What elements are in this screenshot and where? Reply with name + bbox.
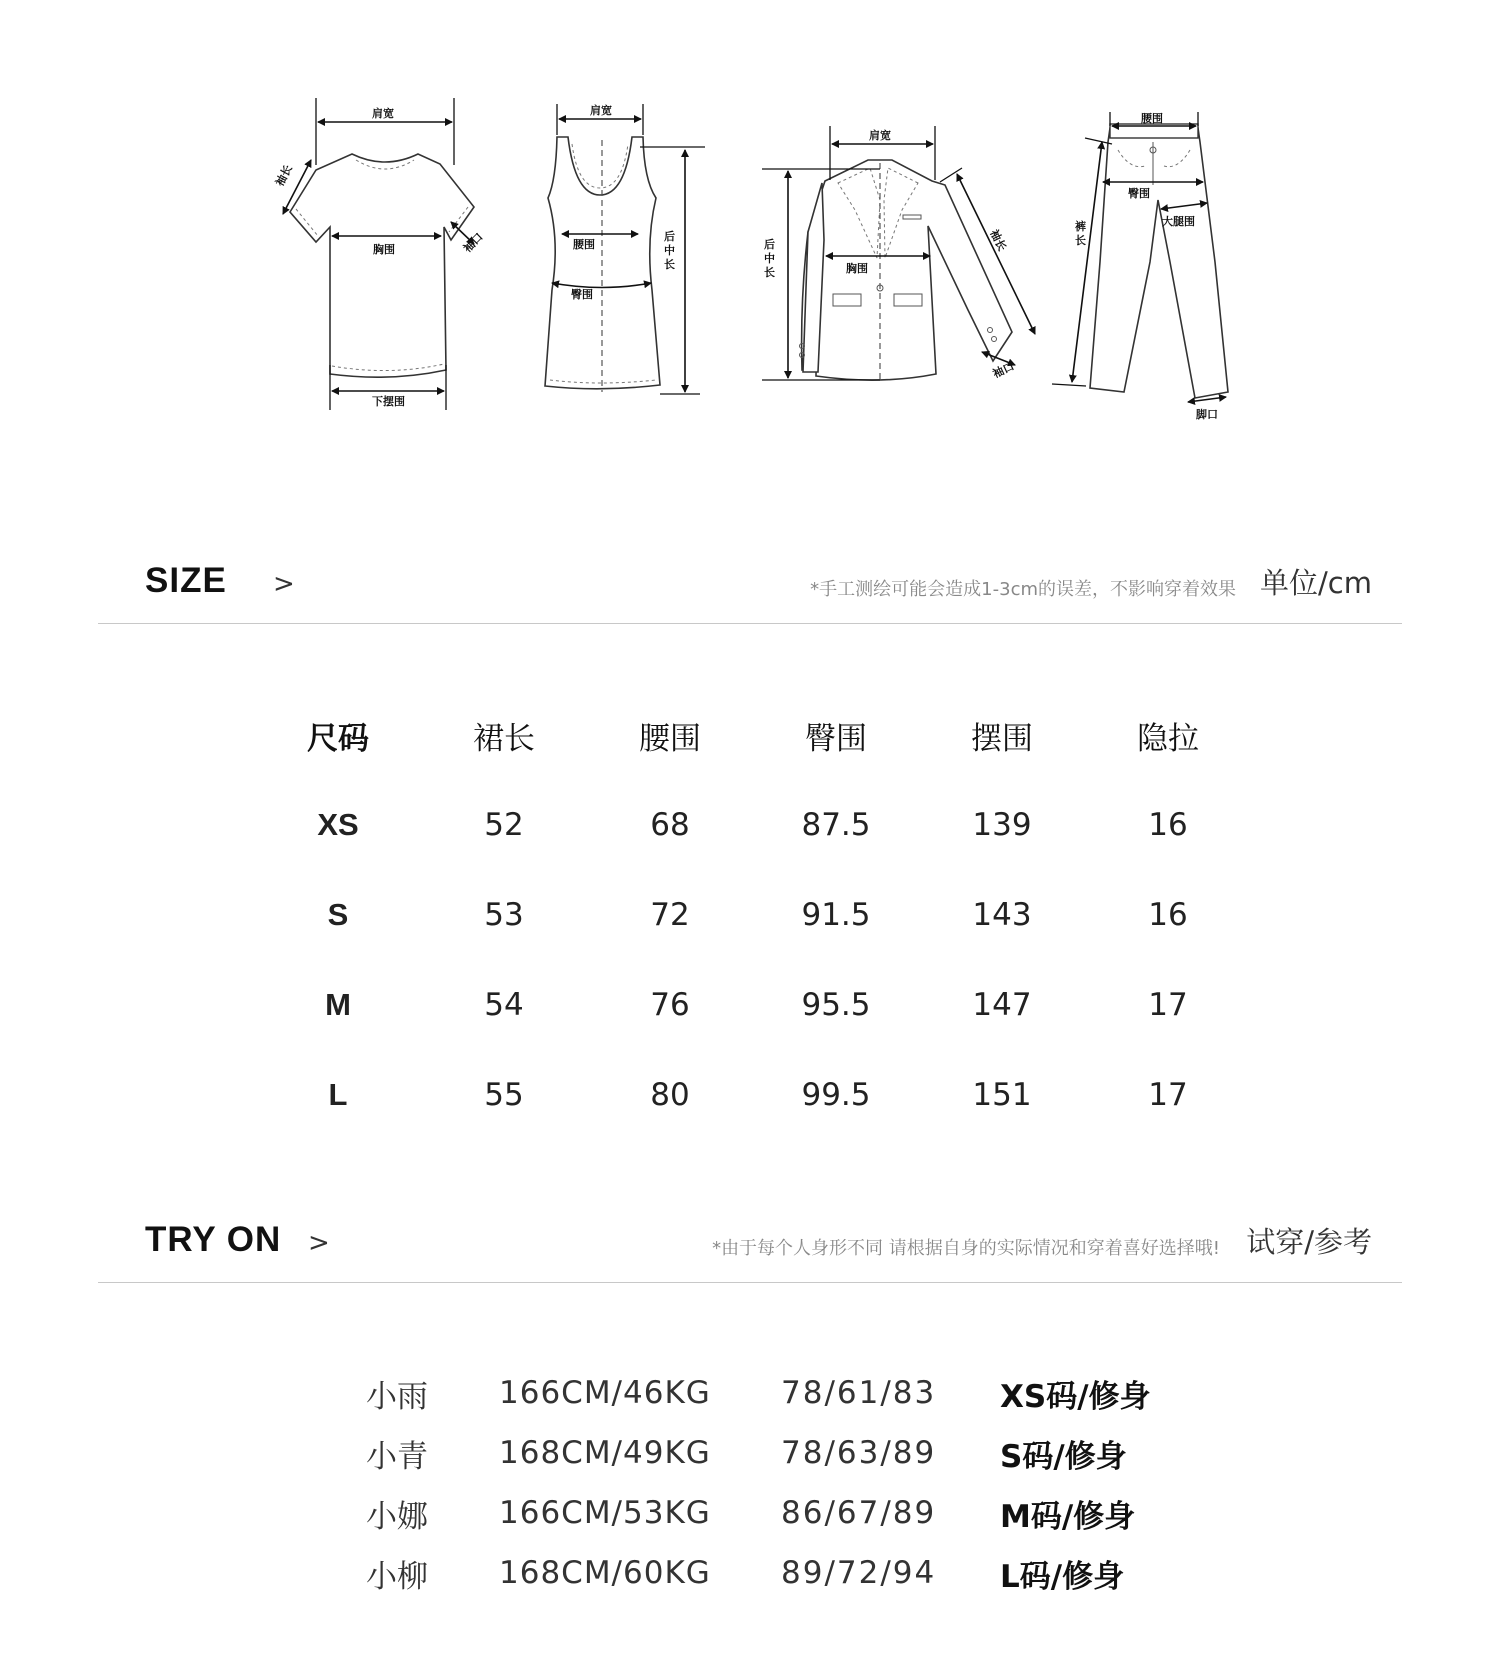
zipper-cell: 17 [1148,987,1188,1023]
list-item [366,1423,1151,1483]
model-height-weight: 166CM/46KG [499,1375,711,1411]
model-name: 小柳 [366,1558,428,1595]
skirt-length-cell: 52 [484,807,524,843]
size-section-title: SIZE [145,561,227,600]
header-hip: 臀围 [805,720,867,757]
zipper-cell: 16 [1148,897,1188,933]
size-cell: XS [317,807,359,842]
model-name: 小青 [366,1438,428,1475]
skirt-length-cell: 55 [484,1077,524,1113]
list-item [366,1363,1151,1423]
header-skirt-length: 裙长 [473,720,535,757]
size-table [255,690,1251,1140]
blazer-diagram [762,126,1035,381]
dress-shoulder-label: 肩宽 [590,104,612,117]
waist-cell: 80 [650,1077,690,1113]
size-section-unit: 单位/cm [1260,566,1372,600]
zipper-cell: 16 [1148,807,1188,843]
tryon-section-title: TRY ON [145,1220,282,1259]
tryon-section-arrow: > [308,1228,330,1258]
tryon-section-unit: 试穿/参考 [1246,1225,1372,1259]
hem-cell: 151 [972,1077,1032,1113]
model-height-weight: 168CM/60KG [499,1555,711,1591]
pants-thigh-label: 大腿围 [1162,215,1195,228]
waist-cell: 76 [650,987,690,1023]
model-measurements: 78/63/89 [781,1435,937,1471]
tshirt-hem-label: 下摆围 [372,395,405,408]
zipper-cell: 17 [1148,1077,1188,1113]
waist-cell: 72 [650,897,690,933]
model-size-fit: XS码/修身 [1000,1378,1151,1415]
table-row [255,780,1251,870]
dress-back-length-label: 后中长 [664,230,675,271]
tshirt-shoulder-label: 肩宽 [372,107,394,120]
pants-waist-label: 腰围 [1141,112,1163,125]
size-cell: L [328,1077,348,1112]
size-table-header [255,690,1251,780]
blazer-shoulder-label: 肩宽 [869,129,891,142]
pants-leg-opening-label: 脚口 [1196,408,1218,421]
header-zipper: 隐拉 [1137,720,1199,757]
model-measurements: 78/61/83 [781,1375,937,1411]
tshirt-diagram [272,98,485,410]
blazer-chest-label: 胸围 [846,262,868,275]
model-size-fit: L码/修身 [1000,1558,1125,1595]
blazer-back-length-label: 后中长 [764,238,775,279]
size-cell: S [327,897,349,932]
model-size-fit: M码/修身 [1000,1498,1136,1535]
pants-hip-label: 臀围 [1128,187,1150,200]
model-name: 小雨 [366,1378,428,1415]
size-cell: M [325,987,351,1022]
hip-cell: 95.5 [801,987,871,1023]
model-measurements: 89/72/94 [781,1555,937,1591]
hip-cell: 87.5 [801,807,871,843]
dress-diagram [545,103,705,394]
pants-length-label: 裤长 [1075,220,1086,247]
tshirt-sleeve-label: 袖长 [273,162,295,189]
tryon-section-note: *由于每个人身形不同 请根据自身的实际情况和穿着喜好选择哦! [712,1238,1220,1259]
header-size: 尺码 [307,720,369,757]
blazer-cuff-label: 袖口 [990,359,1017,381]
size-section-header [98,553,1402,624]
size-section-arrow: > [273,569,295,599]
size-section-note: *手工测绘可能会造成1-3cm的误差，不影响穿着效果 [810,579,1236,600]
dress-hip-label: 臀围 [571,288,593,301]
hem-cell: 147 [972,987,1032,1023]
tryon-section-header [98,1212,1402,1283]
hem-cell: 139 [972,807,1032,843]
tryon-table [366,1363,1151,1603]
blazer-sleeve-label: 袖长 [987,227,1009,254]
table-row [255,870,1251,960]
skirt-length-cell: 53 [484,897,524,933]
table-row [255,1050,1251,1140]
waist-cell: 68 [650,807,690,843]
model-height-weight: 168CM/49KG [499,1435,711,1471]
table-row [255,960,1251,1050]
model-size-fit: S码/修身 [1000,1438,1127,1475]
header-waist: 腰围 [639,720,701,757]
tshirt-cuff-label: 袖口 [460,230,486,256]
list-item [366,1543,1151,1603]
list-item [366,1483,1151,1543]
header-hem: 摆围 [971,720,1033,757]
skirt-length-cell: 54 [484,987,524,1023]
hip-cell: 99.5 [801,1077,871,1113]
hem-cell: 143 [972,897,1032,933]
model-measurements: 86/67/89 [781,1495,937,1531]
hip-cell: 91.5 [801,897,871,933]
model-name: 小娜 [366,1498,428,1535]
pants-diagram [1052,111,1228,421]
tshirt-chest-label: 胸围 [373,243,395,256]
measurement-diagrams [0,0,1500,480]
model-height-weight: 166CM/53KG [499,1495,711,1531]
dress-waist-label: 腰围 [573,238,595,251]
